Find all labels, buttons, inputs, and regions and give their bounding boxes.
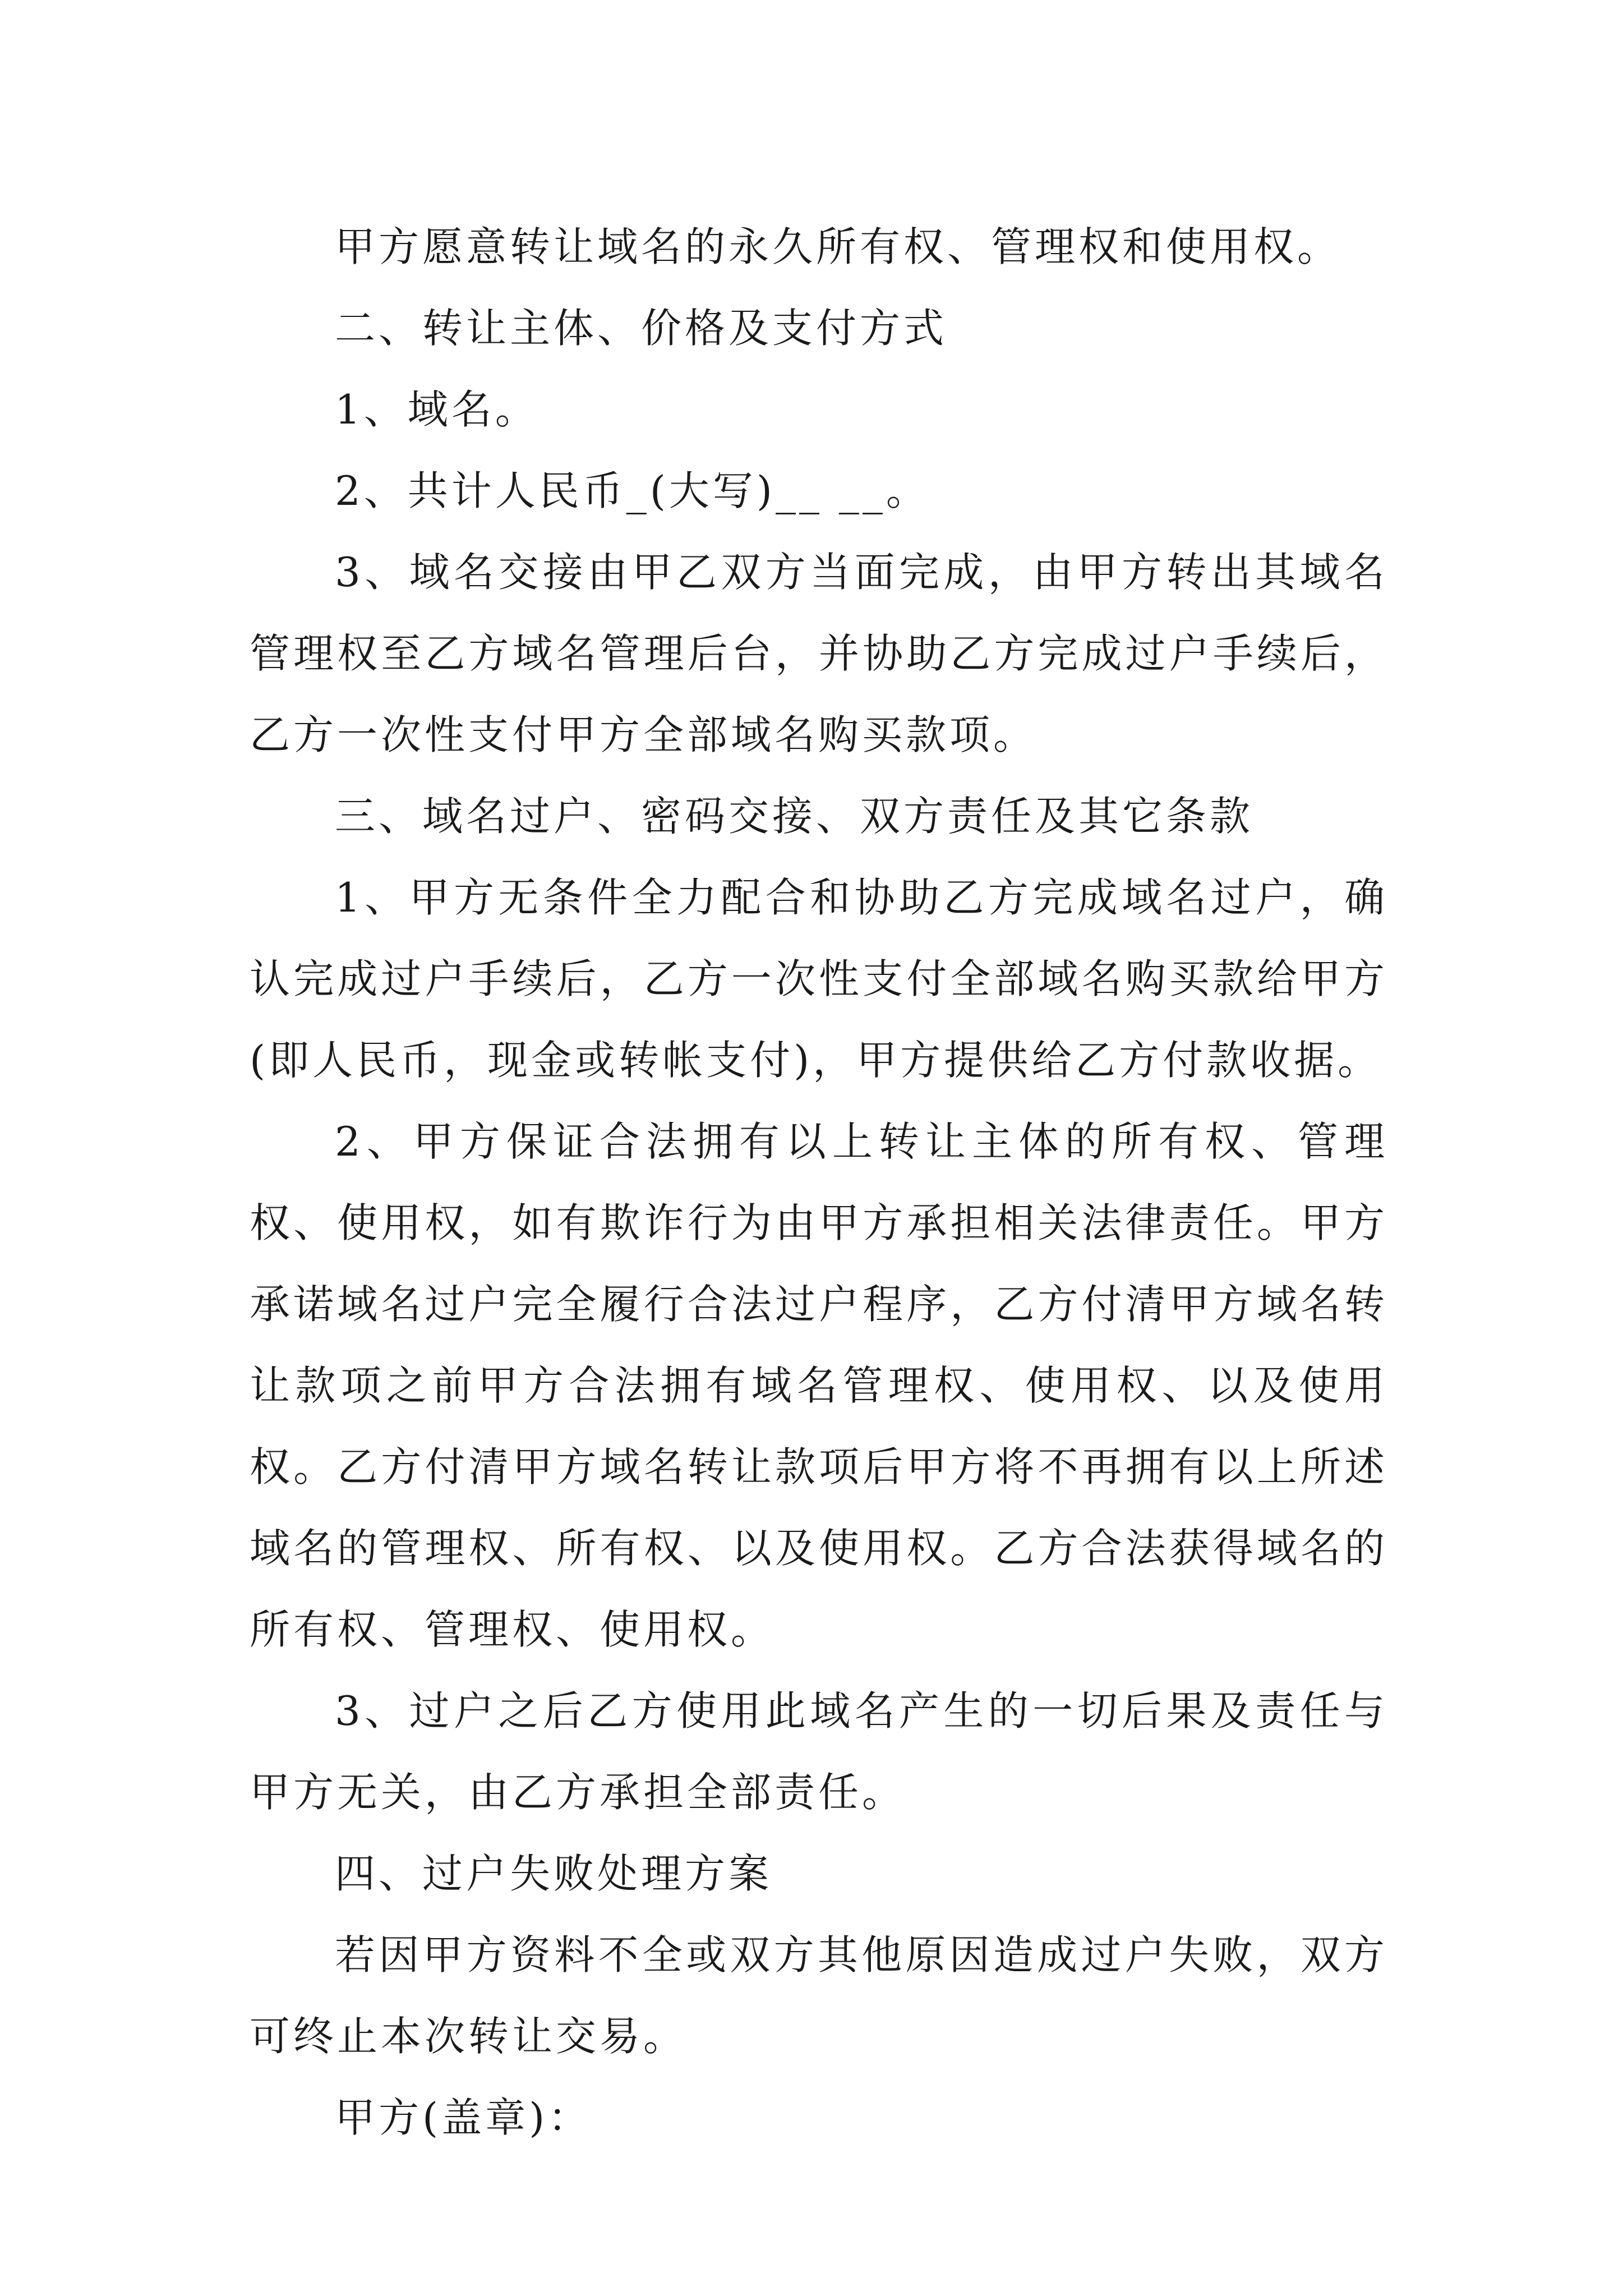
signature-line: 甲方(盖章)： xyxy=(335,2094,592,2141)
section-heading: 三、域名过户、密码交接、双方责任及其它条款 xyxy=(335,793,1254,840)
paragraph: 若因甲方资料不全或双方其他原因造成过户失败，双方可终止本次转让交易。 xyxy=(250,1931,1388,2060)
paragraph: 3、域名交接由甲乙双方当面完成，由甲方转出其域名管理权至乙方域名管理后台，并协助乙方完成过户手续后，乙方一次性支付甲方全部域名购买款项。 xyxy=(250,549,1388,758)
section-heading: 二、转让主体、价格及支付方式 xyxy=(335,305,948,352)
paragraph: 1、域名。 xyxy=(335,386,539,433)
paragraph: 2、共计人民币_(大写)__ __。 xyxy=(335,467,930,514)
section-heading: 四、过户失败处理方案 xyxy=(335,1850,773,1897)
paragraph: 1、甲方无条件全力配合和协助乙方完成域名过户，确认完成过户手续后，乙方一次性支付全部域名购买款给甲方(即人民币，现金或转帐支付)，甲方提供给乙方付款收据。 xyxy=(250,874,1388,1084)
paragraph: 2、甲方保证合法拥有以上转让主体的所有权、管理权、使用权，如有欺诈行为由甲方承担相关法律责任。甲方承诺域名过户完全履行合法过户程序，乙方付清甲方域名转让款项之前甲方合法拥有域名管理权、使用权、以及使用权。乙方付清甲方域名转让款项后甲方将不再拥有以上所述域名的管理权、所有权、以及使用权。乙方合法获得域名的所有权、管理权、使用权。 xyxy=(250,1118,1388,1653)
paragraph: 3、过户之后乙方使用此域名产生的一切后果及责任与甲方无关，由乙方承担全部责任。 xyxy=(250,1687,1388,1816)
document-body xyxy=(250,206,1388,2159)
paragraph: 甲方愿意转让域名的永久所有权、管理权和使用权。 xyxy=(335,223,1341,270)
